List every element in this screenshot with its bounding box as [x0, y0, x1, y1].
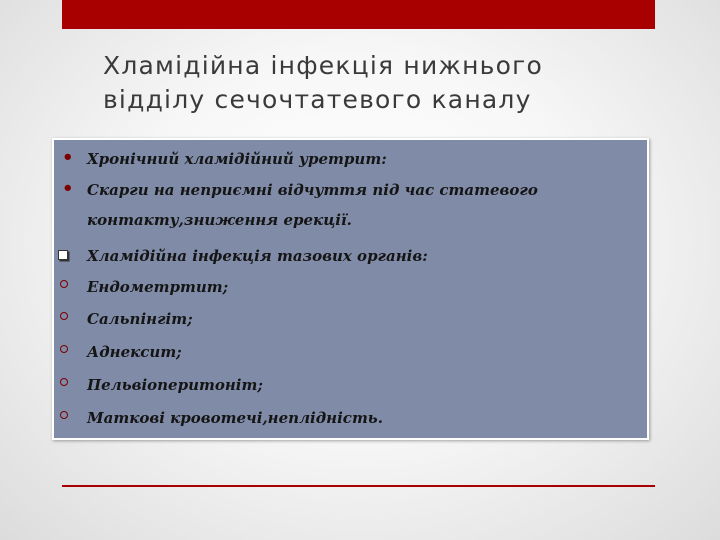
list-item-text: Хламідійна інфекція тазових органів: [87, 247, 428, 265]
bottom-accent-line [62, 485, 655, 487]
content-box [52, 138, 649, 440]
list-item-text: Скарги на неприємні відчуття під час статевого [87, 181, 538, 199]
list-item-text: Ендометртит; [87, 278, 229, 296]
list-item-text: Сальпінгіт; [87, 310, 193, 328]
checkbox-square-icon [58, 250, 68, 260]
bullet-dot-icon: • [62, 147, 74, 168]
circle-bullet-icon [60, 345, 68, 353]
top-accent-bar [62, 0, 655, 29]
bullet-dot-icon: • [62, 178, 74, 199]
circle-bullet-icon [60, 378, 68, 386]
list-item-text: Маткові кровотечі,неплідність. [87, 409, 383, 427]
list-item-text: Хронічний хламідійний уретрит: [87, 150, 387, 168]
slide-title [103, 49, 663, 117]
list-item-text-continued: контакту,зниження ерекції. [87, 211, 352, 229]
circle-bullet-icon [60, 411, 68, 419]
circle-bullet-icon [60, 312, 68, 320]
circle-bullet-icon [60, 280, 68, 288]
slide-title-line-2: відділу сечочтатевого каналу [103, 85, 532, 114]
list-item-text: Пельвіоперитоніт; [87, 376, 263, 394]
list-item-text: Аднексит; [87, 343, 182, 361]
slide-title-line-1: Хламідійна інфекція нижнього [103, 51, 543, 80]
